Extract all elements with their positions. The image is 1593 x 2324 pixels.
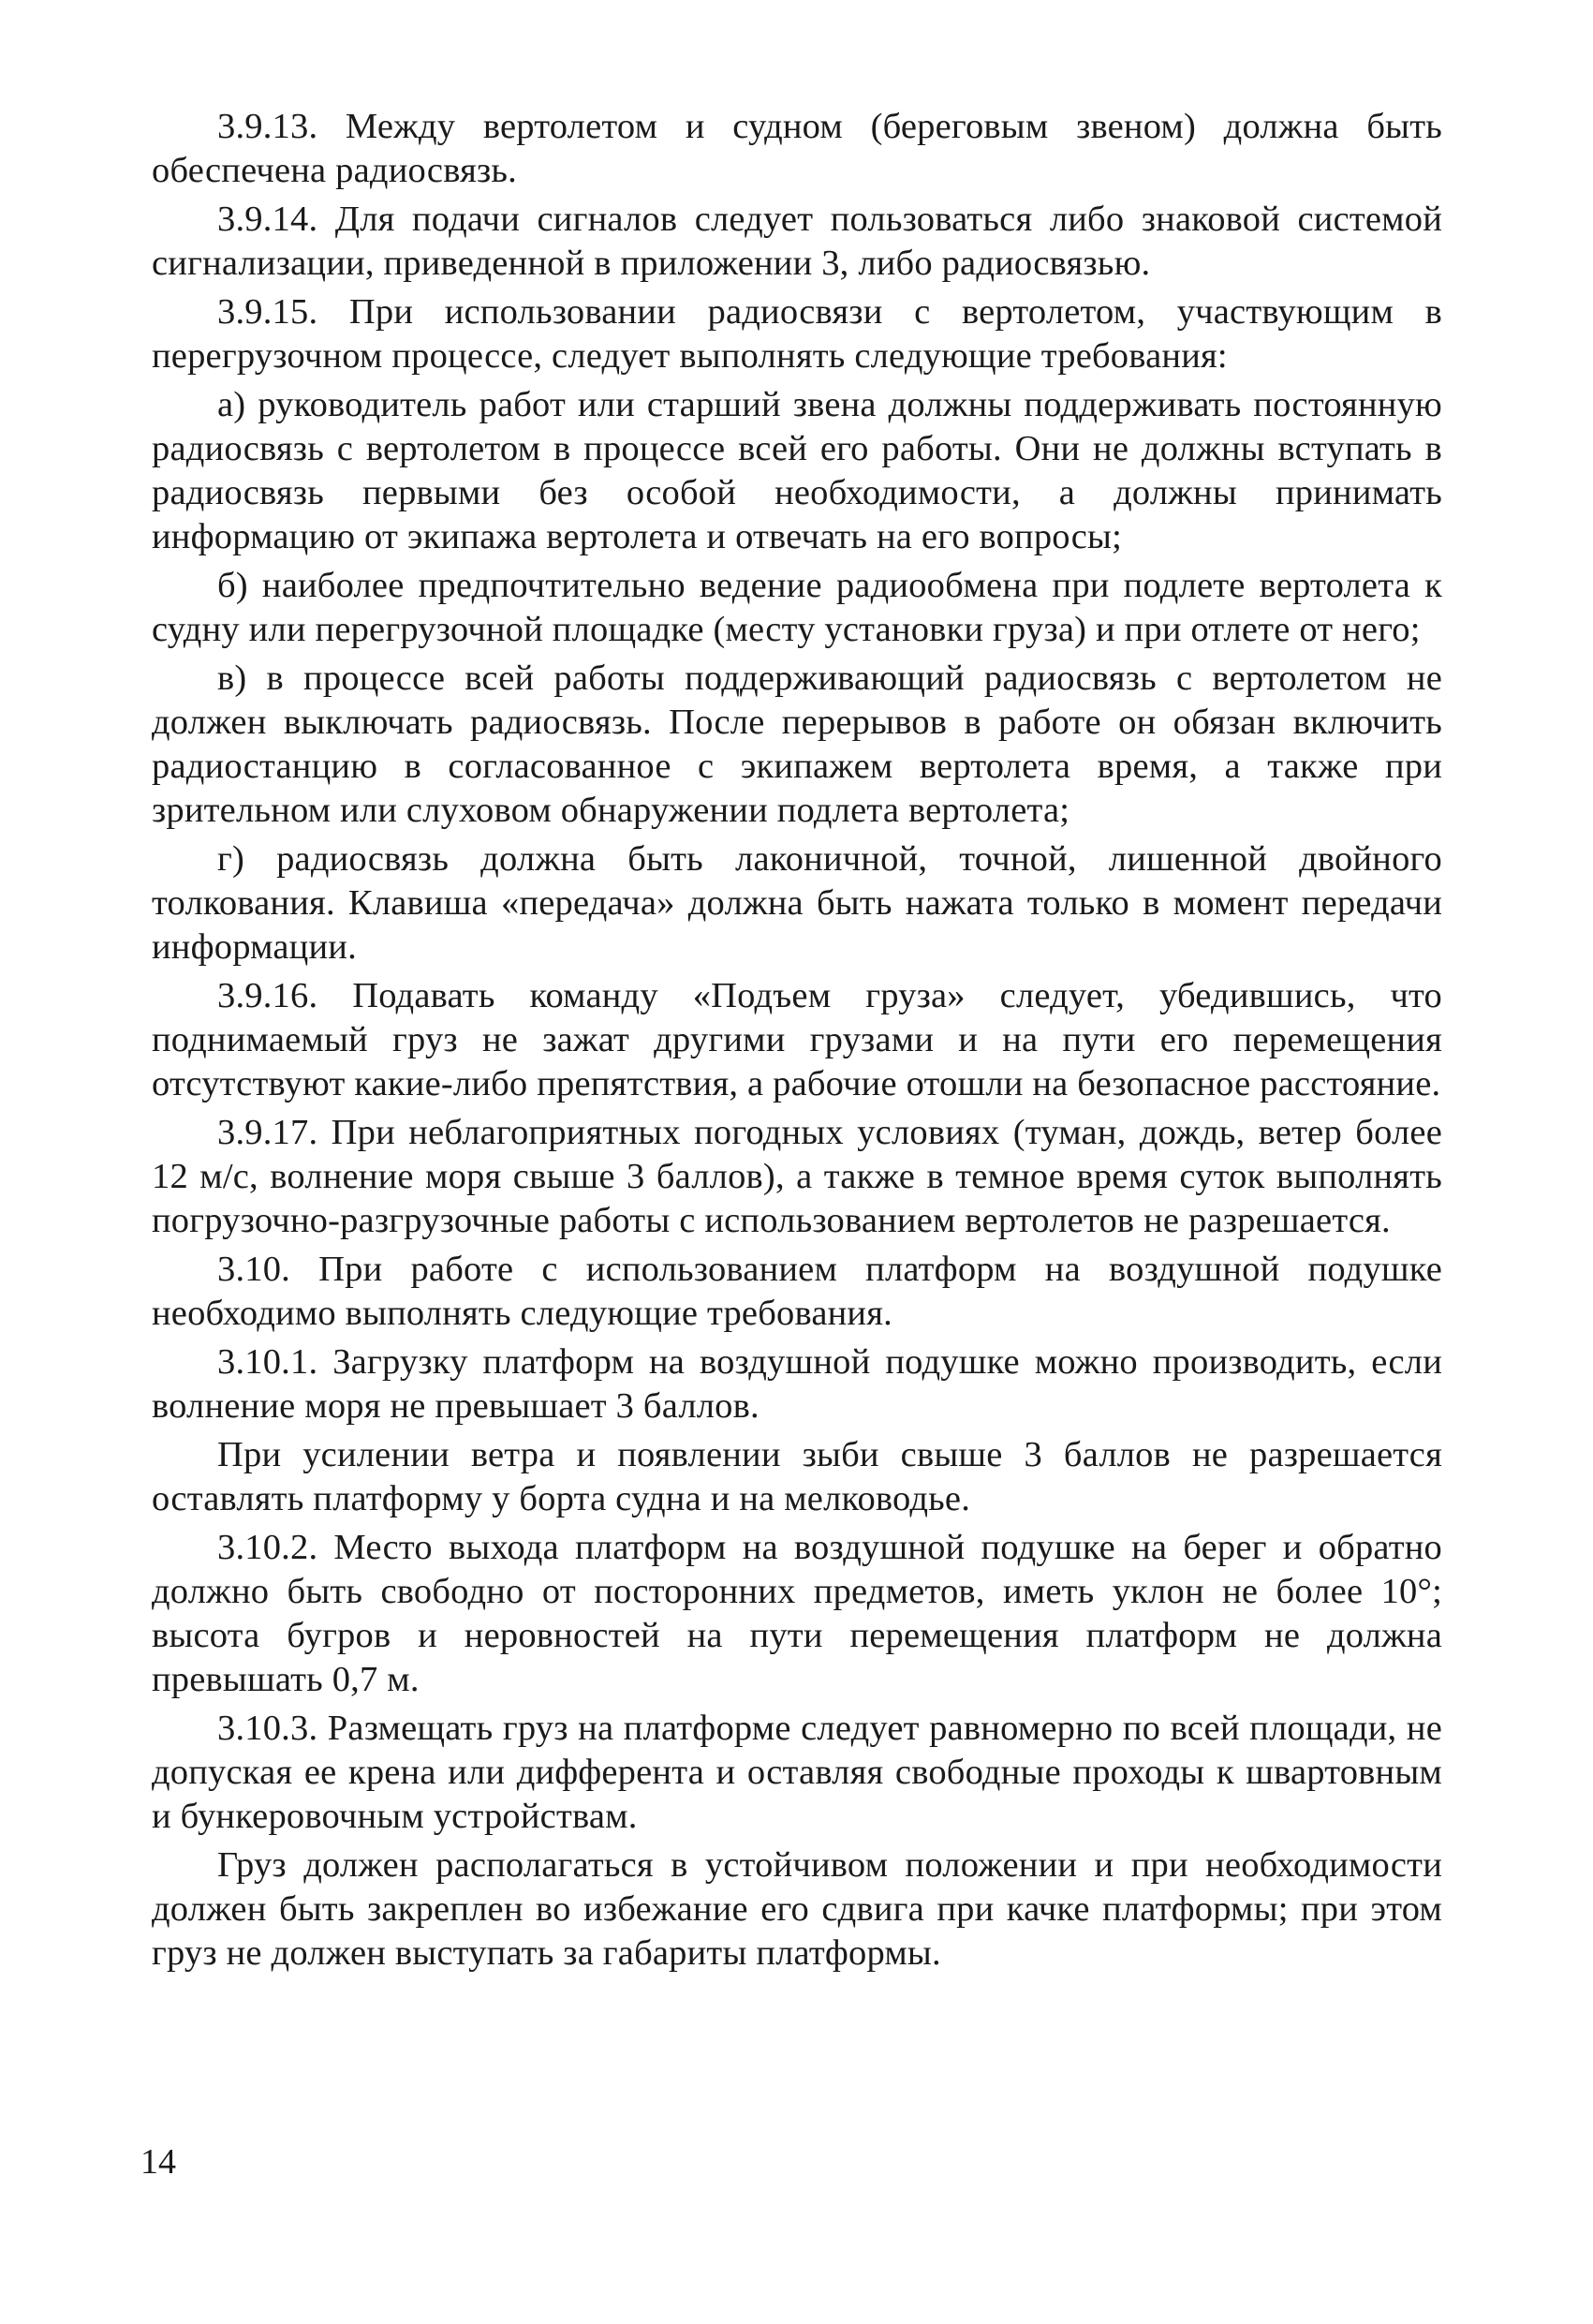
paragraph-3-9-13: 3.9.13. Между вертолетом и судном (береговым звеном) должна быть обеспечена радиосвязь. xyxy=(152,107,1442,190)
page-number: 14 xyxy=(140,2142,176,2182)
paragraph-3-9-16: 3.9.16. Подавать команду «Подъем груза» следует, убедившись, что поднимаемый груз не зажат другими грузами и на пути его перемещения отсутствуют какие-либо препятствия, а рабочие отошли на безопасное расстояние. xyxy=(152,976,1442,1103)
list-item-v: в) в процессе всей работы поддерживающий радиосвязь с вертолетом не должен выключать радиосвязь. После перерывов в работе он обязан включить радиостанцию в согласованное с экипажем вертолета время, а также при зрительном или слуховом обнаружении подлета вертолета; xyxy=(152,659,1442,830)
paragraph-3-10-1: 3.10.1. Загрузку платформ на воздушной подушке можно производить, если волнение моря не превышает 3 баллов. xyxy=(152,1342,1442,1426)
paragraph-3-9-15: 3.9.15. При использовании радиосвязи с вертолетом, участвующим в перегрузочном процессе, следует выполнять следующие требования: xyxy=(152,292,1442,376)
list-item-g: г) радиосвязь должна быть лаконичной, точной, лишенной двойного толкования. Клавиша «передача» должна быть нажата только в момент передачи информации. xyxy=(152,839,1442,967)
paragraph-3-9-17: 3.9.17. При неблагоприятных погодных условиях (туман, дождь, ветер более 12 м/с, волнение моря свыше 3 баллов), а также в темное время суток выполнять погрузочно-разгрузочные работы с использованием вертолетов не разрешается. xyxy=(152,1113,1442,1240)
paragraph-3-9-14: 3.9.14. Для подачи сигналов следует пользоваться либо знаковой системой сигнализации, приведенной в приложении 3, либо радиосвязью. xyxy=(152,200,1442,283)
paragraph-3-10-2: 3.10.2. Место выхода платформ на воздушной подушке на берег и обратно должно быть свободно от посторонних предметов, иметь уклон не более 10°; высота бугров и неровностей на пути перемещения платформ не должна превышать 0,7 м. xyxy=(152,1528,1442,1699)
paragraph-3-10-3: 3.10.3. Размещать груз на платформе следует равномерно по всей площади, не допуская ее крена или дифферента и оставляя свободные проходы к швартовным и бункеровочным устройствам. xyxy=(152,1709,1442,1836)
document-body xyxy=(152,105,1442,1980)
paragraph-3-10: 3.10. При работе с использованием платформ на воздушной подушке необходимо выполнять следующие требования. xyxy=(152,1250,1442,1333)
list-item-a: а) руководитель работ или старший звена должны поддерживать постоянную радиосвязь с вертолетом в процессе всей его работы. Они не должны вступать в радиосвязь первыми без особой необходимости, а должны принимать информацию от экипажа вертолета и отвечать на его вопросы; xyxy=(152,385,1442,556)
paragraph-3-10-3-cont: Груз должен располагаться в устойчивом положении и при необходимости должен быть закреплен во избежание его сдвига при качке платформы; при этом груз не должен выступать за габариты платформы. xyxy=(152,1845,1442,1973)
paragraph-3-10-1-cont: При усилении ветра и появлении зыби свыше 3 баллов не разрешается оставлять платформу у борта судна и на мелководье. xyxy=(152,1435,1442,1518)
list-item-b: б) наиболее предпочтительно ведение радиообмена при подлете вертолета к судну или перегрузочной площадке (месту установки груза) и при отлете от него; xyxy=(152,566,1442,649)
